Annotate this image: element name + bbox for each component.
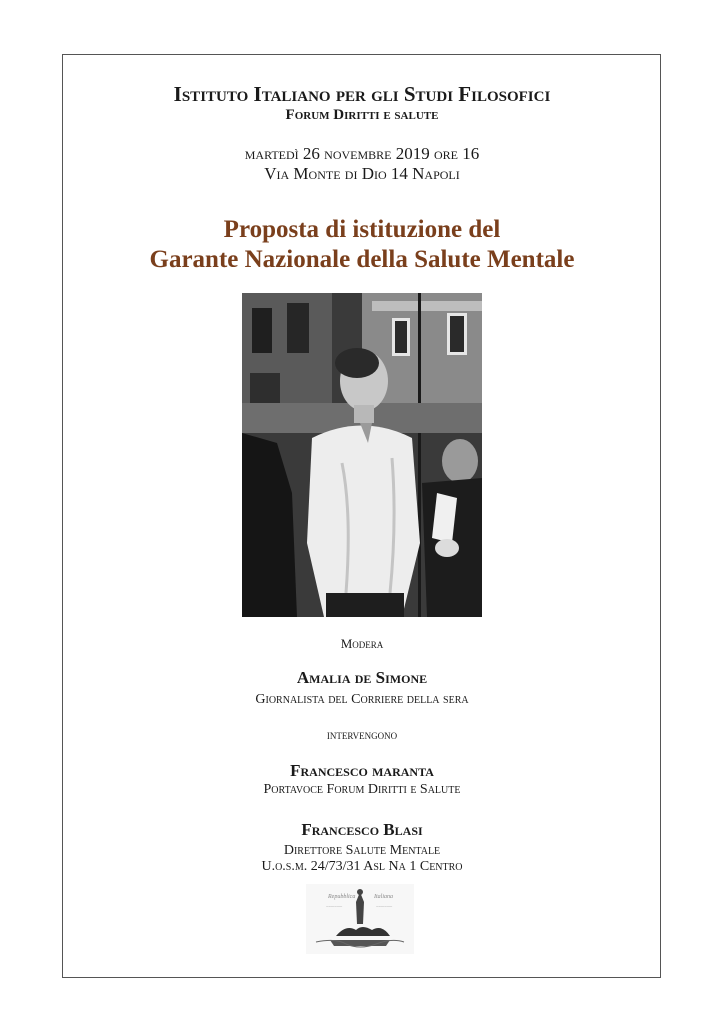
portrait-photo xyxy=(242,293,482,617)
forum-name: Forum Diritti e salute xyxy=(285,107,439,123)
svg-text:Italiana: Italiana xyxy=(374,894,393,900)
svg-text:~~~~~~: ~~~~~~ xyxy=(376,905,393,910)
institute-name: Istituto Italiano per gli Studi Filosofici xyxy=(173,82,551,106)
republic-seal-logo xyxy=(306,884,414,954)
speaker-role: Portavoce Forum Diritti e Salute xyxy=(263,782,461,797)
speakers-label: intervengono xyxy=(326,727,398,742)
svg-text:Repubblica: Repubblica xyxy=(328,894,356,900)
speaker-role: Direttore Salute Mentale xyxy=(283,843,441,858)
speaker-name: Francesco Blasi xyxy=(301,820,423,839)
event-address: Via Monte di Dio 14 Napoli xyxy=(264,164,460,183)
event-title-line-2: Garante Nazionale della Salute Mentale xyxy=(149,246,575,273)
event-title-line-1: Proposta di istituzione del xyxy=(223,216,501,243)
moderator-name: Amalia de Simone xyxy=(296,668,428,687)
speaker-affiliation: U.o.s.m. 24/73/31 Asl Na 1 Centro xyxy=(261,859,463,874)
event-date: martedì 26 novembre 2019 ore 16 xyxy=(244,144,480,163)
moderator-role: Giornalista del Corriere della sera xyxy=(255,692,469,707)
svg-text:~~~~~~: ~~~~~~ xyxy=(326,905,343,910)
moderator-label: Modera xyxy=(340,636,384,651)
speaker-name: Francesco maranta xyxy=(290,761,434,780)
